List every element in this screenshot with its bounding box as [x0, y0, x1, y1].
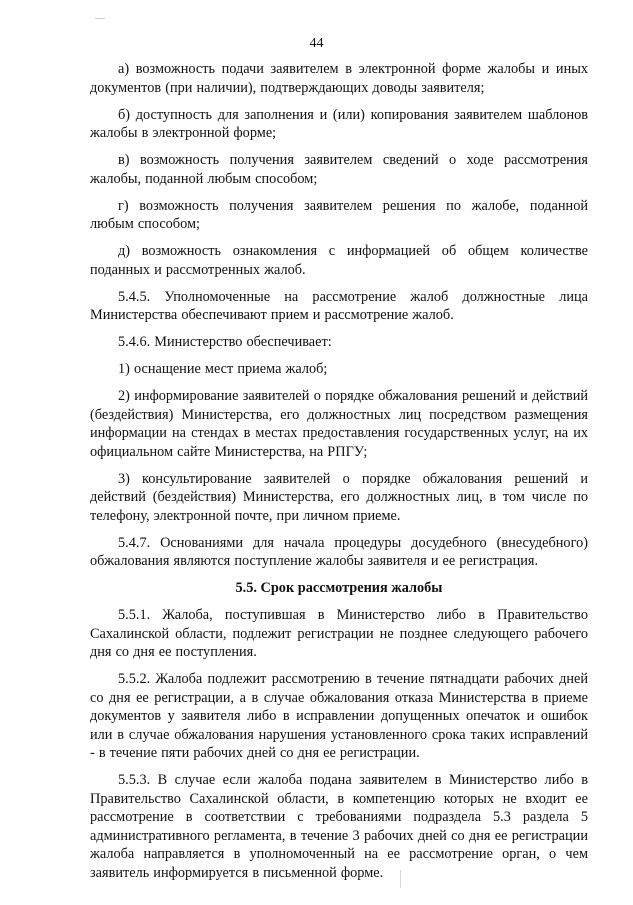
- paragraph-complaint-statistics: д) возможность ознакомления с информацией об общем количестве поданных и рассмотренных жалоб.: [90, 243, 588, 278]
- paragraph-5-4-7: 5.4.7. Основаниями для начала процедуры досудебного (внесудебного) обжалования являются поступление жалобы заявителя и ее регистрация.: [90, 534, 588, 569]
- paragraph-5-4-5: 5.4.5. Уполномоченные на рассмотрение жалоб должностные лица Министерства обеспечивают прием и рассмотрение жалоб.: [90, 288, 588, 323]
- paragraph-consulting: 3) консультирование заявителей о порядке обжалования решений и действий (бездействия) Министерства, его должностных лиц, в том числе по телефону, электронной почте, при личном приеме.: [90, 470, 588, 524]
- paragraph-5-5-2: 5.5.2. Жалоба подлежит рассмотрению в течение пятнадцати рабочих дней со дня ее регистрации, а в случае обжалования отказа Министерства в приеме документов у заявителя либо в исправлении допущенных опечаток и ошибок или в случае обжалования нарушения установленного срока таких исправлений - в течение пяти рабочих дней со дня ее регистрации.: [90, 671, 588, 761]
- paragraph-complaint-templates: б) доступность для заполнения и (или) копирования заявителем шаблонов жалобы в электронной форме;: [90, 106, 588, 141]
- paragraph-equipment: 1) оснащение мест приема жалоб;: [118, 361, 328, 377]
- paragraph-complaint-progress-info: в) возможность получения заявителем сведений о ходе рассмотрения жалобы, поданной любым способом;: [90, 152, 588, 187]
- paragraph-5-5-3: 5.5.3. В случае если жалоба подана заявителем в Министерство либо в Правительство Сахалинской области, в компетенцию которых не входит ее рассмотрение в соответствии с требованиями подраздела 5.3 раздела 5 административного регламента, в течение 3 рабочих дней со дня ее регистрации жалоба направляется в уполномоченный на ее рассмотрение орган, о чем заявитель информируется в письменной форме.: [90, 772, 588, 881]
- document-body: [90, 60, 588, 891]
- paragraph-complaint-decision: г) возможность получения заявителем решения по жалобе, поданной любым способом;: [90, 197, 588, 232]
- paragraph-5-5-1: 5.5.1. Жалоба, поступившая в Министерство либо в Правительство Сахалинской области, подлежит регистрации не позднее следующего рабочего дня со дня ее поступления.: [90, 607, 588, 660]
- scan-artifact: [95, 18, 105, 19]
- paragraph-complaint-electronic-submission: а) возможность подачи заявителем в электронной форме жалобы и иных документов (при наличии), подтверждающих доводы заявителя;: [90, 61, 588, 96]
- section-heading: 5.5. Срок рассмотрения жалобы: [235, 580, 443, 596]
- paragraph-5-4-6: 5.4.6. Министерство обеспечивает:: [118, 334, 332, 350]
- paragraph-informing: 2) информирование заявителей о порядке обжалования решений и действий (бездействия) Министерства, его должностных лиц посредством размещения информации на стендах в местах предоставления государственных услуг, на их официальном сайте Министерства, на РПГУ;: [90, 388, 588, 460]
- page-number: 44: [309, 36, 324, 51]
